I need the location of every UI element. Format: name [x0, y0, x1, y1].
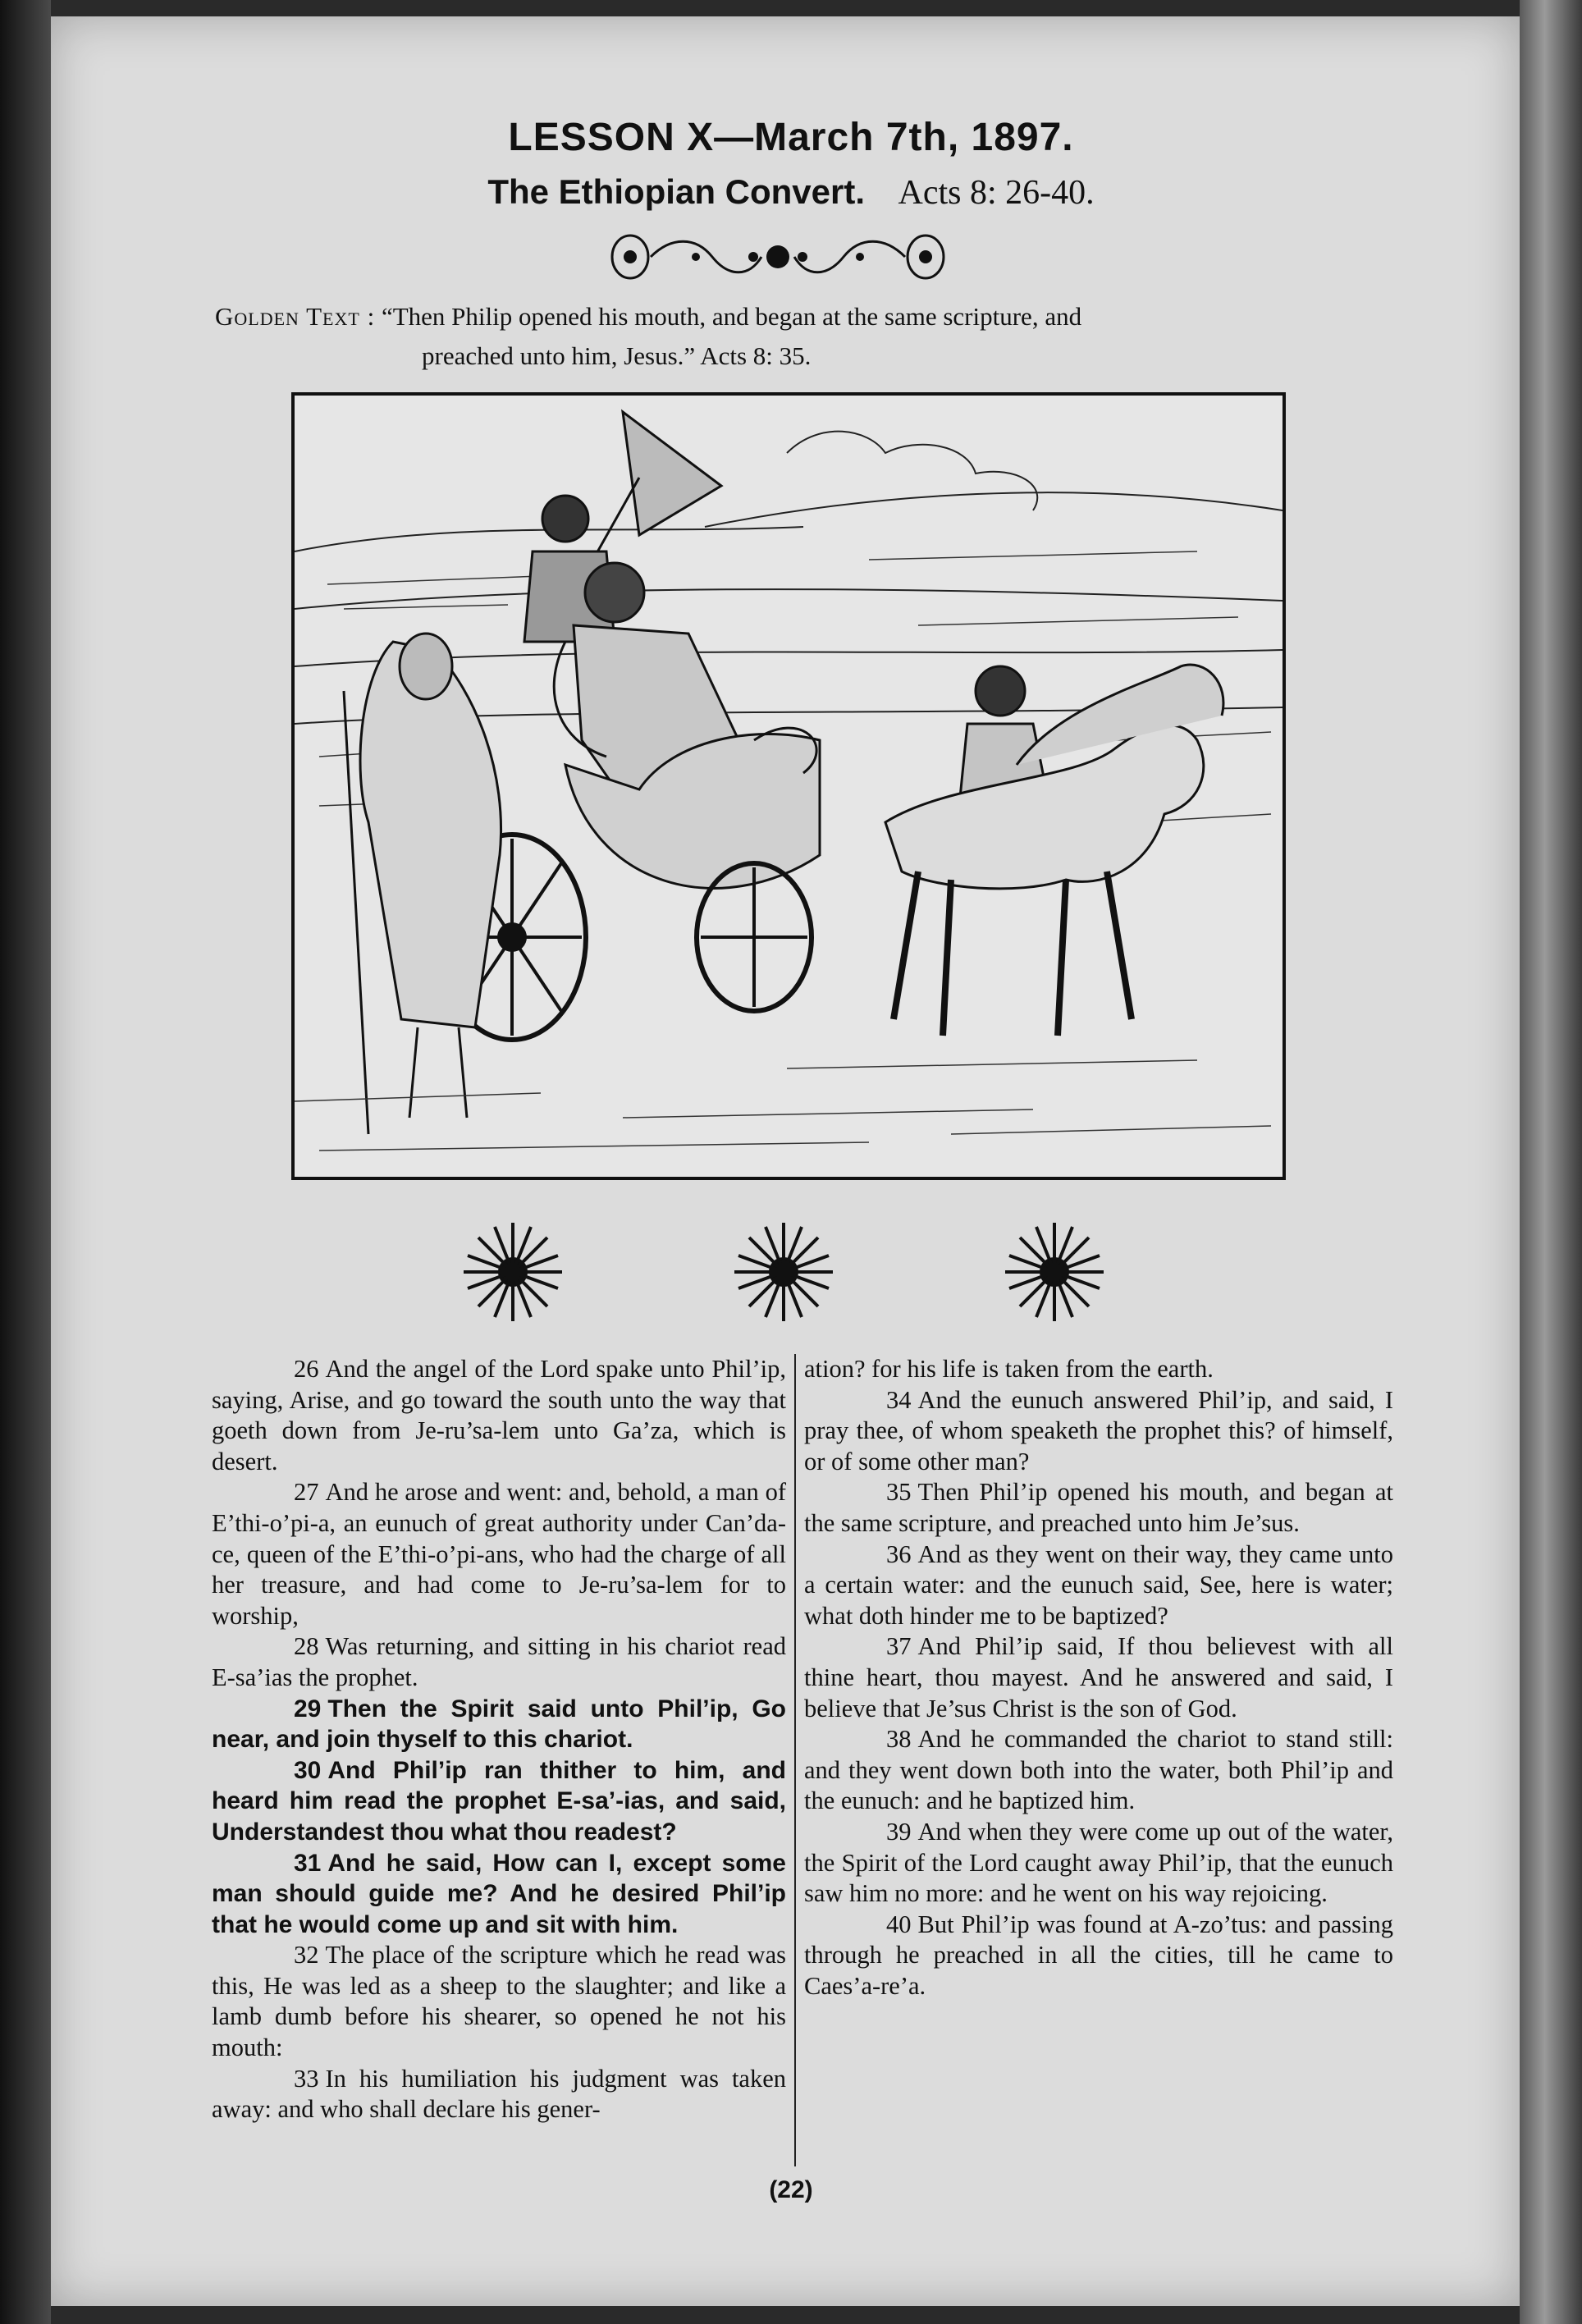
- verse: [212, 1755, 786, 1848]
- verse-text: And he commanded the chariot to stand still: and they went down both into the water, both Phil’ip and the eunuch: and he baptized him.: [804, 1725, 1393, 1815]
- verse-number: 36: [886, 1539, 912, 1568]
- verse-number: 34: [886, 1385, 912, 1414]
- verse-number: 33: [294, 2064, 319, 2093]
- verse-number: 26: [294, 1355, 319, 1383]
- column-divider: [794, 1354, 796, 2166]
- book-spine-left: [0, 0, 51, 2324]
- verse: [212, 2064, 786, 2125]
- engraving-illustration: [291, 392, 1286, 1180]
- lesson-title: LESSON X—March 7th, 1897.: [508, 116, 1074, 159]
- verse-number: 38: [886, 1725, 912, 1754]
- verse: [212, 1631, 786, 1693]
- verse-text: And the eunuch answered Phil’ip, and said, I pray thee, of whom speaketh the prophet this? of himself, or of some other man?: [804, 1385, 1393, 1475]
- verse: [804, 1724, 1393, 1817]
- verse-text: And Phil’ip said, If thou believest with all thine heart, thou mayest. And he answered and said, I believe that Je’sus Christ is the son of God.: [804, 1632, 1393, 1722]
- verse-text: And he arose and went: and, behold, a man of E’thi-o’pi-a, an eunuch of great authority under Can’da-ce, queen of the E’thi-o’pi-ans, who had the charge of all her treasure, and had come to Je-ru’sa-lem for to worship,: [212, 1478, 786, 1630]
- verse-text: Was returning, and sitting in his chariot read E-sa’ias the prophet.: [212, 1632, 786, 1691]
- sunburst-icon: [1005, 1223, 1104, 1321]
- verse-number: 37: [886, 1632, 912, 1661]
- verses-right-column: [804, 1354, 1393, 2001]
- verse: [804, 1910, 1393, 2002]
- verse: [804, 1539, 1393, 1632]
- verse-text: In his humiliation his judgment was taken away: and who shall declare his gener-: [212, 2064, 786, 2124]
- verse-text: And he said, How can I, except some man should guide me? And he desired Phil’ip that he would come up and sit with him.: [212, 1849, 786, 1938]
- book-spine-right: [1520, 0, 1582, 2324]
- verse-number: 40: [886, 1910, 912, 1938]
- verse-text: And Phil’ip ran thither to him, and heard him read the prophet E-sa’-ias, and said, Understandest thou what thou readest?: [212, 1756, 786, 1846]
- verse-text: The place of the scripture which he read was this, He was led as a sheep to the slaughter; and like a lamb dumb before his shearer, so opened he not his mouth:: [212, 1941, 786, 2062]
- sunburst-icon: [734, 1223, 833, 1321]
- verse: [212, 1848, 786, 1941]
- verse-number: 31: [294, 1849, 322, 1877]
- page-number: (22): [769, 2176, 813, 2203]
- verse-number: 29: [294, 1695, 322, 1722]
- golden-text: [215, 297, 1380, 376]
- chariot-engraving-image: [295, 396, 1283, 1177]
- verse-text: Then the Spirit said unto Phil’ip, Go near, and join thyself to this chariot.: [212, 1695, 786, 1754]
- verse-number: 35: [886, 1478, 912, 1507]
- verse: [804, 1385, 1393, 1478]
- sunburst-icon: [464, 1223, 562, 1321]
- verse-text: But Phil’ip was found at A-zo’tus: and passing through he preached in all the cities, till he came to Caes’a-re’a.: [804, 1910, 1393, 2000]
- verse-text: Then Phil’ip opened his mouth, and began at the same scripture, and preached unto him Je’sus.: [804, 1478, 1393, 1537]
- verse: [804, 1477, 1393, 1539]
- verse-text: And the angel of the Lord spake unto Phil’ip, saying, Arise, and go toward the south unto the way that goeth down from Je-ru’sa-lem unto Ga’za, which is desert.: [212, 1355, 786, 1475]
- scripture-reference: Acts 8: 26-40.: [898, 174, 1095, 212]
- verse: [212, 1354, 786, 1477]
- verses-left-column: [212, 1354, 786, 2125]
- lesson-subtitle: [0, 172, 1582, 213]
- verse-number: 39: [886, 1817, 912, 1846]
- lesson-subtitle-text: The Ethiopian Convert.: [487, 172, 866, 211]
- verse-continuation: ation? for his life is taken from the earth.: [804, 1355, 1214, 1383]
- verse-number: 32: [294, 1941, 319, 1969]
- golden-text-line2: preached unto him, Jesus.” Acts 8: 35.: [422, 341, 812, 370]
- verse: [212, 1940, 786, 2063]
- verse: [212, 1694, 786, 1755]
- golden-text-line1: “Then Philip opened his mouth, and began at the same scripture, and: [381, 302, 1082, 331]
- verse-number: 30: [294, 1756, 322, 1784]
- golden-text-label: Golden Text :: [215, 302, 376, 331]
- ornament-divider-icon: [606, 228, 950, 286]
- verse: [804, 1631, 1393, 1724]
- verse-text: And when they were come up out of the water, the Spirit of the Lord caught away Phil’ip, that the eunuch saw him no more: and he went on his way rejoicing.: [804, 1817, 1393, 1908]
- sunburst-ornaments: [455, 1219, 1112, 1325]
- verse: [804, 1817, 1393, 1910]
- verse-number: 28: [294, 1632, 319, 1661]
- verse: [212, 1477, 786, 1631]
- verse-number: 27: [294, 1478, 319, 1507]
- verse-text: And as they went on their way, they came unto a certain water: and the eunuch said, See, here is water; what doth hinder me to be baptized?: [804, 1539, 1393, 1630]
